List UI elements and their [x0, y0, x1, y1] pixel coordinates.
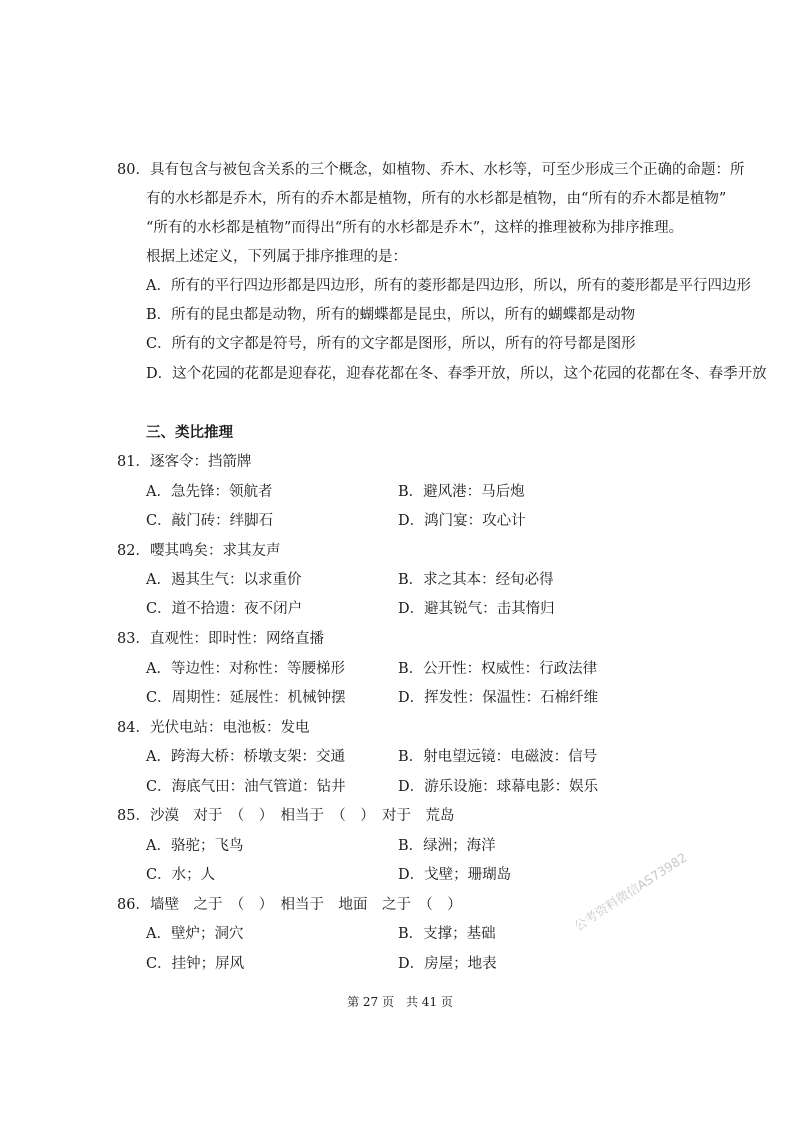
- q80-option-c[interactable]: C．所有的文字都是符号，所有的文字都是图形，所以，所有的符号都是图形: [146, 336, 636, 352]
- q86-option-b[interactable]: B．支撑；基础: [398, 926, 496, 942]
- q82-option-c[interactable]: C．道不拾遗：夜不闭户: [146, 601, 303, 617]
- q85-option-c[interactable]: C．水；人: [146, 867, 216, 883]
- q84-option-b[interactable]: B．射电望远镜：电磁波：信号: [398, 749, 598, 765]
- q80-stem-line-1: 80．具有包含与被包含关系的三个概念，如植物、乔木、水杉等，可至少形成三个正确的命题：所: [117, 162, 745, 178]
- q80-option-d[interactable]: D．这个花园的花都是迎春花，迎春花都在冬、春季开放，所以，这个花园的花都在冬、春季开放: [146, 366, 767, 382]
- q82-option-b[interactable]: B．求之其本：经旬必得: [398, 572, 554, 588]
- page-footer: 第 27 页 共 41 页: [347, 995, 453, 1009]
- q85-option-b[interactable]: B．绿洲；海洋: [398, 838, 496, 854]
- watermark: 公考资料微信AS73982: [571, 849, 690, 934]
- q86-option-c[interactable]: C．挂钟；屏风: [146, 956, 245, 972]
- q80-stem-line-4: 根据上述定义，下列属于排序推理的是：: [146, 249, 407, 265]
- q81-option-a[interactable]: A．急先锋：领航者: [146, 484, 273, 500]
- q84-option-c[interactable]: C．海底气田：油气管道：钻井: [146, 779, 346, 795]
- q85-option-d[interactable]: D．戈壁；珊瑚岛: [398, 867, 512, 883]
- q83-option-d[interactable]: D．挥发性：保温性：石棉纤维: [398, 690, 599, 706]
- q85-stem: 85．沙漠 对于 （ ） 相当于 （ ） 对于 荒岛: [117, 808, 455, 824]
- q80-option-a[interactable]: A．所有的平行四边形都是四边形，所有的菱形都是四边形，所以，所有的菱形都是平行四边形: [146, 278, 751, 294]
- q84-stem: 84．光伏电站：电池板：发电: [117, 720, 310, 736]
- q81-option-c[interactable]: C．敲门砖：绊脚石: [146, 513, 274, 529]
- q83-stem: 83．直观性：即时性：网络直播: [117, 631, 324, 647]
- q80-option-b[interactable]: B．所有的昆虫都是动物，所有的蝴蝶都是昆虫，所以，所有的蝴蝶都是动物: [146, 307, 636, 323]
- q83-option-b[interactable]: B．公开性：权威性：行政法律: [398, 661, 598, 677]
- q81-option-d[interactable]: D．鸿门宴：攻心计: [398, 513, 526, 529]
- q86-option-a[interactable]: A．壁炉；洞穴: [146, 926, 244, 942]
- q80-stem-line-2: 有的水杉都是乔木，所有的乔木都是植物，所有的水杉都是植物，由“所有的乔木都是植物”: [146, 191, 727, 207]
- q86-stem: 86．墙壁 之于 （ ） 相当于 地面 之于 （ ）: [117, 897, 462, 913]
- q84-option-d[interactable]: D．游乐设施：球幕电影：娱乐: [398, 779, 599, 795]
- q82-option-d[interactable]: D．避其锐气：击其惰归: [398, 601, 555, 617]
- q83-option-c[interactable]: C．周期性：延展性：机械钟摆: [146, 690, 346, 706]
- q80-stem-line-3: “所有的水杉都是植物”而得出“所有的水杉都是乔木”，这样的推理被称为排序推理。: [146, 220, 684, 236]
- q84-option-a[interactable]: A．跨海大桥：桥墩支架：交通: [146, 749, 345, 765]
- q81-option-b[interactable]: B．避风港：马后炮: [398, 484, 525, 500]
- q83-option-a[interactable]: A．等边性：对称性：等腰梯形: [146, 661, 345, 677]
- section-title: 三、类比推理: [146, 425, 233, 441]
- q82-option-a[interactable]: A．遏其生气：以求重价: [146, 572, 302, 588]
- q82-stem: 82．嘤其鸣矣：求其友声: [117, 543, 281, 559]
- q85-option-a[interactable]: A．骆驼；飞鸟: [146, 838, 244, 854]
- q86-option-d[interactable]: D．房屋；地表: [398, 956, 497, 972]
- q81-stem: 81．逐客令：挡箭牌: [117, 454, 252, 470]
